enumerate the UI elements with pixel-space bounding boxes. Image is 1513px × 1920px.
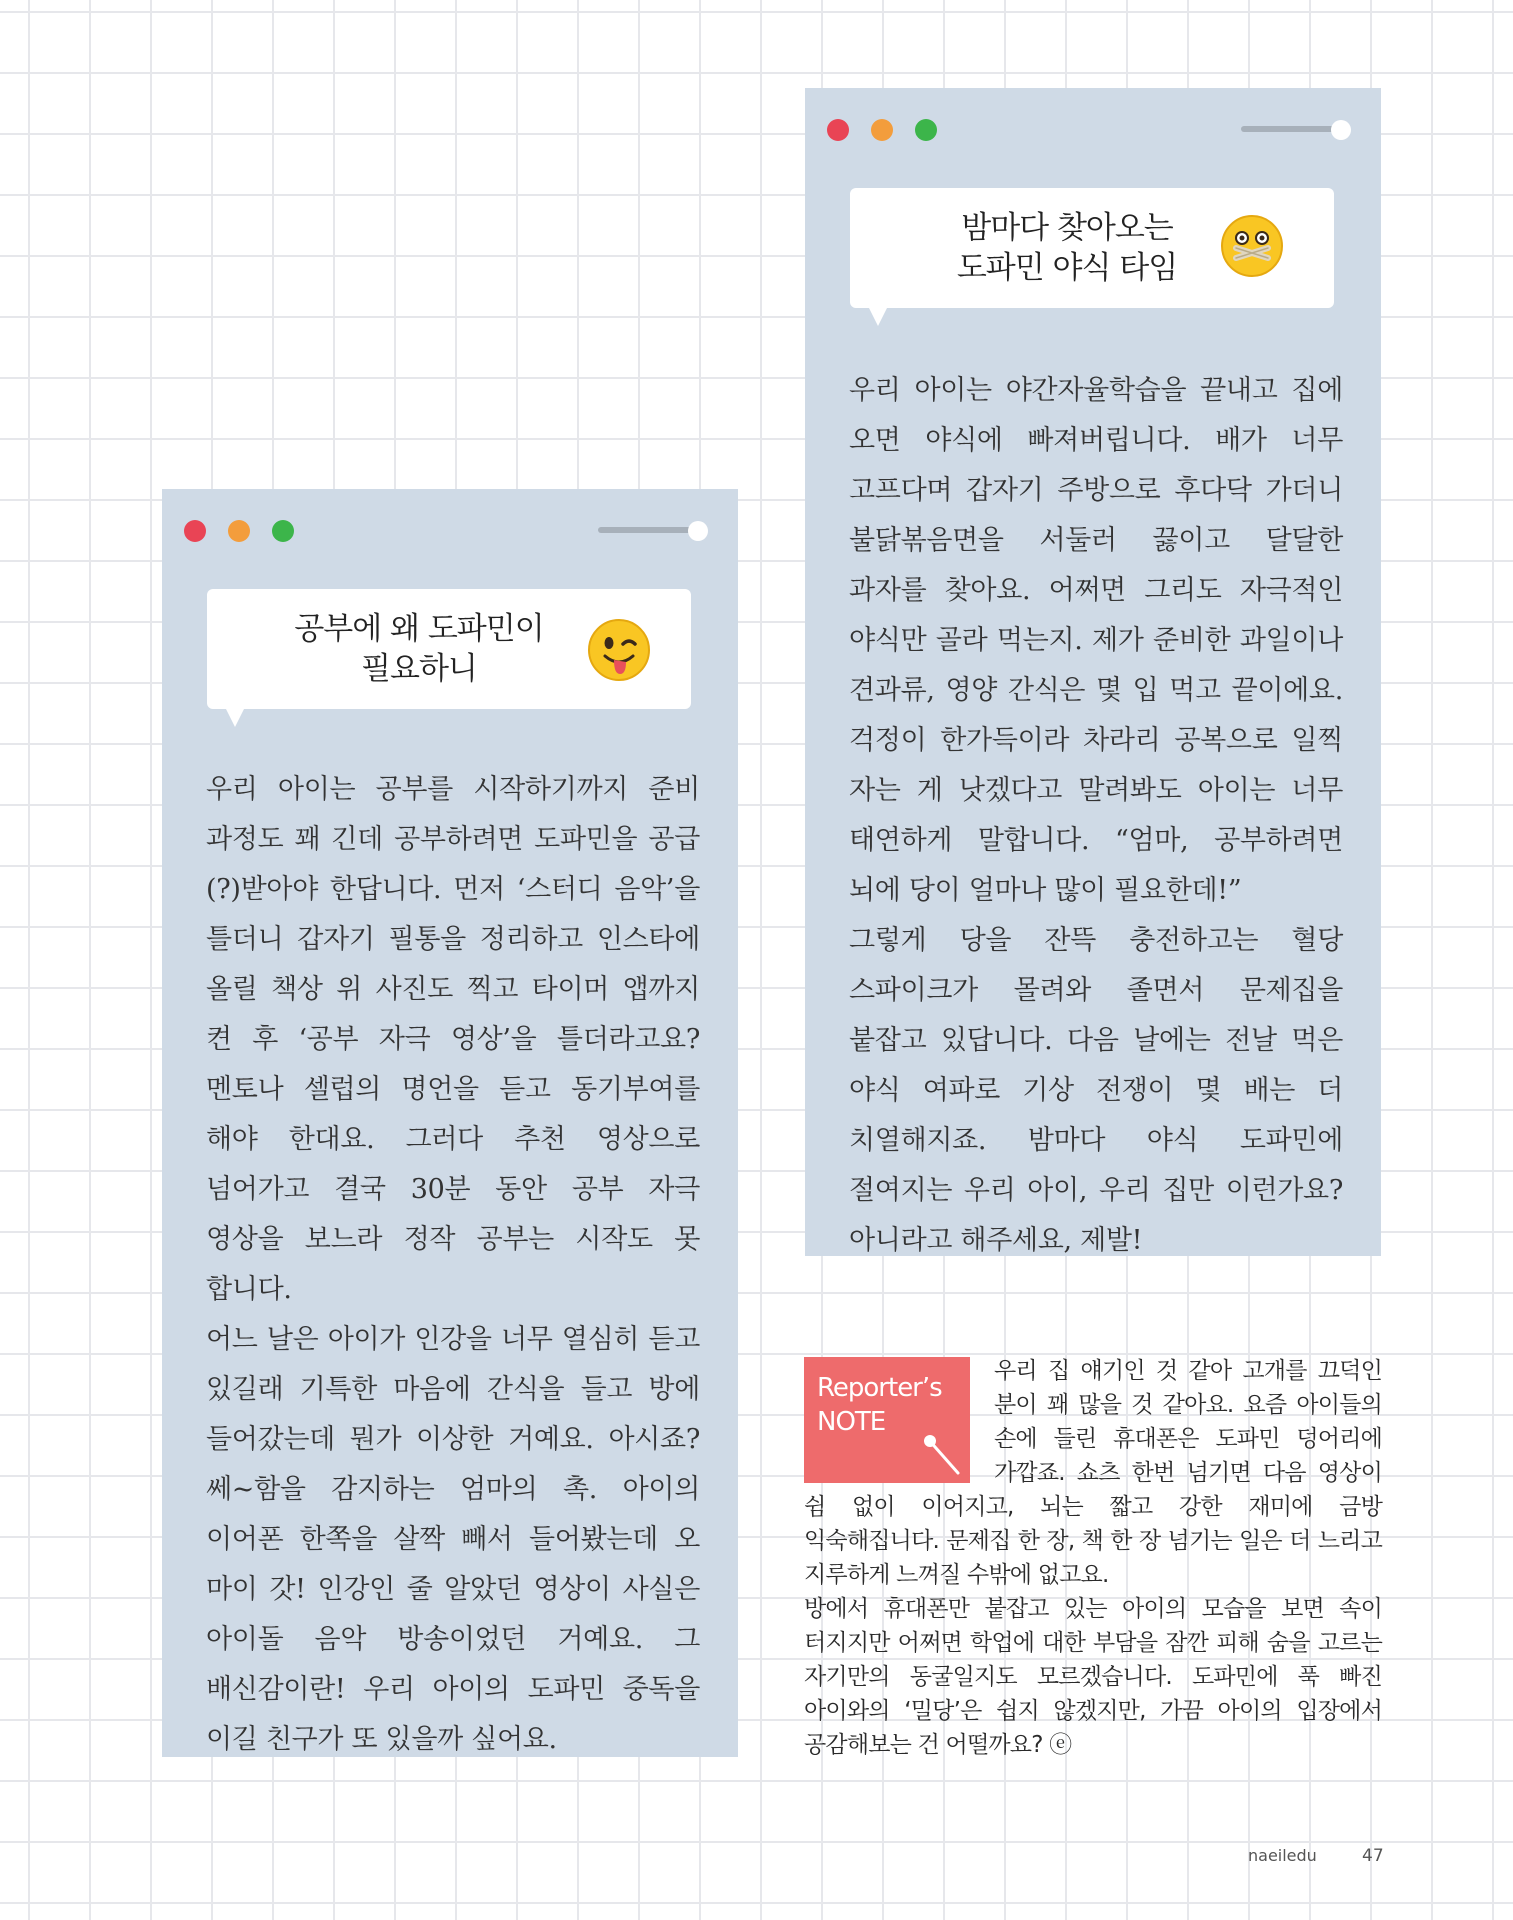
paragraph: 우리 아이는 공부를 시작하기까지 준비 과정도 꽤 긴데 공부하려면 도파민을 공급(?)받아야 한답니다. 먼저 ‘스터디 음악’을 틀더니 갑자기 필통을 정리하고 인스타에 올릴 책상 위 사진도 찍고 타이머 앱까지 켠 후 ‘공부 자극 영상’을 틀더라고요? 멘토나 셀럽의 명언을 듣고 동기부여를 해야 한대요. 그러다 추천 영상으로 넘어가고 결국 30분 동안 공부 자극 영상을 보느라 정작 공부는 시작도 못 합니다. (206, 774, 700, 1305)
paragraph: 어느 날은 아이가 인강을 너무 열심히 듣고 있길래 기특한 마음에 간식을 들고 방에 들어갔는데 뭔가 이상한 거예요. 아시죠? 쎄~함을 감지하는 엄마의 촉. 아이의 이어폰 한쪽을 살짝 빼서 들어봤는데 오 마이 갓! 인강인 줄 알았던 영상이 사실은 아이돌 음악 방송이었던 거예요. 그 배신감이란! 우리 아이의 도파민 중독을 이길 친구가 또 있을까 싶어요. (206, 1324, 700, 1755)
paragraph: 우리 아이는 야간자율학습을 끝내고 집에 오면 야식에 빠져버립니다. 배가 너무 고프다며 갑자기 주방으로 후다닥 가더니 불닭볶음면을 서둘러 끓이고 달달한 과자를 찾아요. 어쩌면 그리도 자극적인 야식만 골라 먹는지. 제가 준비한 과일이나 견과류, 영양 간식은 몇 입 먹고 끝이에요. 걱정이 한가득이라 차라리 공복으로 일찍 자는 게 낫겠다고 말려봐도 아이는 너무 태연하게 말합니다. “엄마, 공부하려면 뇌에 당이 얼마나 많이 필요한데!” (849, 375, 1343, 906)
scrollbar-knob (688, 521, 708, 541)
winking-face-with-tongue-icon (587, 618, 651, 682)
right-card-body (849, 366, 1343, 1266)
paragraph: 우리 집 얘기인 것 같아 고개를 끄덕인 분이 꽤 많을 것 같아요. 요즘 아이들의 손에 들린 휴대폰은 도파민 덩어리에 가깝죠. 쇼츠 한번 넘기면 다음 영상이 쉼 없이 이어지고, 뇌는 짧고 강한 재미에 금방 익숙해집니다. 문제집 한 장, 책 한 장 넘기는 일은 더 느리고 지루하게 느껴질 수밖에 없고요. (804, 1358, 1382, 1588)
window-close-dot-icon (184, 520, 206, 542)
reporters-note-label: Reporter’s NOTE (817, 1373, 942, 1437)
left-card-title: 공부에 왜 도파민이 필요하니 (294, 611, 544, 687)
paragraph: 방에서 휴대폰만 붙잡고 있는 아이의 모습을 보면 속이 터지지만 어쩌면 학업에 대한 부담을 잠깐 피해 숨을 고르는 자기만의 동굴일지도 모르겠습니다. 도파민에 푹 빠진 아이와의 ‘밀당’은 쉽지 않겠지만, 가끔 아이의 입장에서 공감해보는 건 어떨까요? ⓔ (804, 1596, 1382, 1758)
paragraph: 그렇게 당을 잔뜩 충전하고는 혈당 스파이크가 몰려와 졸면서 문제집을 붙잡고 있답니다. 다음 날에는 전날 먹은 야식 여파로 기상 전쟁이 몇 배는 더 치열해지죠. 밤마다 야식 도파민에 절여지는 우리 아이, 우리 집만 이런가요? 아니라고 해주세요, 제발! (849, 925, 1343, 1256)
right-card-title: 밤마다 찾아오는 도파민 야식 타임 (956, 210, 1178, 286)
left-title-bubble (207, 589, 691, 709)
scrollbar-knob (1331, 120, 1351, 140)
left-article-card (162, 489, 738, 1757)
zipper-mouth-face-icon (1220, 214, 1284, 278)
reporters-note-text (804, 1354, 1382, 1762)
window-minimize-dot-icon (871, 119, 893, 141)
footer-brand: naeiledu (1248, 1846, 1317, 1865)
window-maximize-dot-icon (272, 520, 294, 542)
page-number: 47 (1362, 1846, 1384, 1866)
window-maximize-dot-icon (915, 119, 937, 141)
window-close-dot-icon (827, 119, 849, 141)
scrollbar-track (598, 527, 698, 533)
right-title-bubble (850, 188, 1334, 308)
scrollbar-track (1241, 126, 1341, 132)
left-card-body (206, 765, 700, 1765)
right-article-card (805, 88, 1381, 1256)
window-minimize-dot-icon (228, 520, 250, 542)
